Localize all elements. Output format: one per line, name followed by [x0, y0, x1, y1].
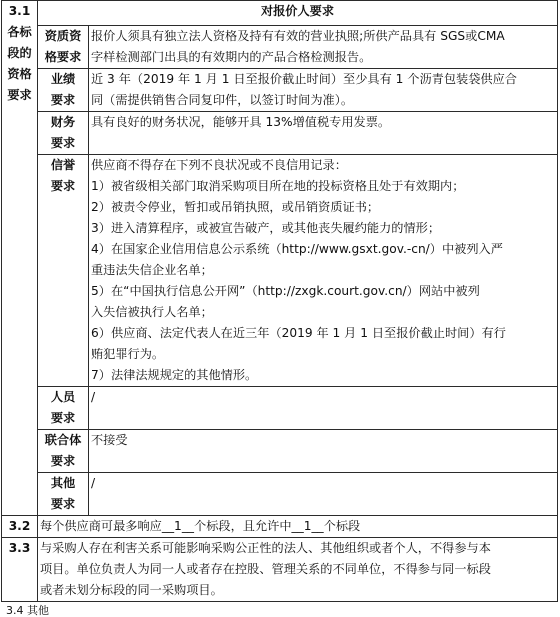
- section-3-1-title-line: 要求: [7, 88, 32, 102]
- content-line: 具有良好的财务状况，能够开具 13%增值税专用发票。: [91, 115, 391, 129]
- section-3-3-number: 3.3: [2, 538, 38, 602]
- content-line: 6）供应商、法定代表人在近三年（2019 年 1 月 1 日至报价截止时间）有行: [91, 326, 506, 340]
- qualification-row: [2, 26, 558, 69]
- content-line: 报价人须具有独立法人资格及持有有效的营业执照;所供产品具有 SGS或CMA: [91, 29, 505, 43]
- personnel-row: [2, 387, 558, 430]
- section-3-1-cell: [2, 1, 38, 516]
- content-line: 重违法失信企业名单；: [91, 263, 213, 277]
- content-line: 3）进入清算程序，或被宣告破产，或其他丧失履约能力的情形；: [91, 221, 441, 235]
- label-line: 财务: [50, 115, 76, 129]
- section-3-2-number: 3.2: [2, 516, 38, 538]
- other-content: [89, 473, 558, 516]
- label-line: 人员: [50, 390, 76, 404]
- table-header: 对报价人要求: [38, 1, 558, 26]
- performance-row: [2, 69, 558, 112]
- section-3-2-row: [2, 516, 558, 538]
- performance-content: [89, 69, 558, 112]
- content-line: 项目。单位负责人为同一人或者存在控股、管理关系的不同单位，不得参与同一标段: [40, 562, 491, 576]
- cut-off-text: 3.4 其他: [6, 604, 49, 617]
- label-line: 要求: [50, 93, 76, 107]
- content-line: /: [91, 476, 96, 490]
- label-line: 业绩: [50, 72, 76, 86]
- content-line: 2）被责令停业，暂扣或吊销执照，或吊销资质证书；: [91, 200, 380, 214]
- label-line: 要求: [50, 497, 76, 511]
- consortium-label: [38, 430, 89, 473]
- label-line: 要求: [50, 179, 76, 193]
- qualification-label: [38, 26, 89, 69]
- content-line: 近 3 年（2019 年 1 月 1 日至报价截止时间）至少具有 1 个沥青包装袋供应合: [91, 72, 517, 86]
- section-3-1-title-line: 资格: [7, 67, 32, 81]
- content-line: 不接受: [91, 433, 128, 447]
- finance-label: [38, 112, 89, 155]
- content-line: 供应商不得存在下列不良状况或不良信用记录：: [91, 158, 347, 172]
- content-line: 1）被省级相关部门取消采购项目所在地的投标资格且处于有效期内；: [91, 179, 465, 193]
- content-line: 4）在国家企业信用信息公示系统（http://www.gsxt.gov.-cn/）中被列入严: [91, 242, 503, 256]
- section-3-1-title-line: 各标: [7, 25, 32, 39]
- content-line: 与采购人存在利害关系可能影响采购公正性的法人、其他组织或者个人，不得参与本: [40, 541, 491, 555]
- performance-label: [38, 69, 89, 112]
- credit-label: [38, 155, 89, 387]
- requirements-table: [1, 0, 558, 602]
- section-3-1-number: 3.1: [8, 4, 31, 18]
- content-line: 7）法律法规规定的其他情形。: [91, 368, 258, 382]
- label-line: 其他: [50, 476, 76, 490]
- content-line: 每个供应商可最多响应__1__个标段，且允许中__1__个标段: [40, 519, 361, 533]
- consortium-content: [89, 430, 558, 473]
- header-row: [2, 1, 558, 26]
- label-line: 要求: [50, 454, 76, 468]
- section-3-3-row: [2, 538, 558, 602]
- content-line: 或者未划分标段的同一采购项目。: [40, 583, 223, 597]
- personnel-label: [38, 387, 89, 430]
- finance-row: [2, 112, 558, 155]
- consortium-row: [2, 430, 558, 473]
- label-line: 要求: [50, 411, 76, 425]
- content-line: 贿犯罪行为。: [91, 347, 165, 361]
- personnel-content: [89, 387, 558, 430]
- content-line: 字样检测部门出具的有效期内的产品合格检测报告。: [91, 50, 372, 64]
- section-3-2-content: [38, 516, 558, 538]
- section-3-1-title-line: 段的: [7, 46, 32, 60]
- content-line: 同（需提供销售合同复印件，以签订时间为准）。: [91, 93, 354, 107]
- label-line: 信誉: [50, 158, 76, 172]
- label-line: 联合体: [44, 433, 82, 447]
- other-row: [2, 473, 558, 516]
- content-line: 入失信被执行人名单；: [91, 305, 213, 319]
- credit-content: [89, 155, 558, 387]
- credit-row: [2, 155, 558, 387]
- other-label: [38, 473, 89, 516]
- content-line: /: [91, 390, 96, 404]
- label-line: 资质资: [44, 29, 82, 43]
- label-line: 格要求: [44, 50, 82, 64]
- label-line: 要求: [50, 136, 76, 150]
- qualification-content: [89, 26, 558, 69]
- section-3-3-content: [38, 538, 558, 602]
- content-line: 5）在“中国执行信息公开网”（http://zxgk.court.gov.cn/）网站中被列: [91, 284, 480, 298]
- finance-content: [89, 112, 558, 155]
